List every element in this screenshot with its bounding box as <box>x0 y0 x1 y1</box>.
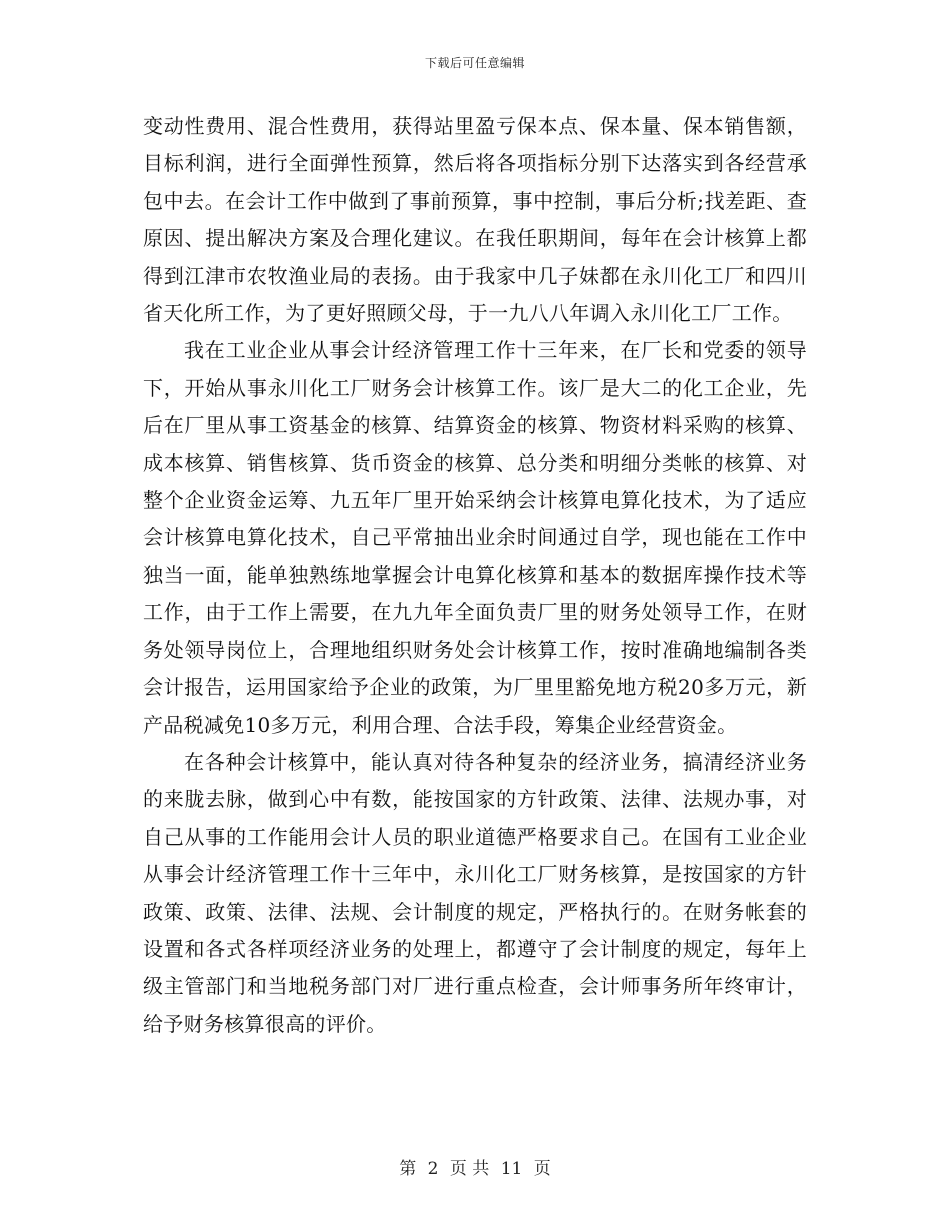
footer-middle: 页 共 <box>449 1159 490 1179</box>
page-footer <box>0 1154 950 1179</box>
document-body <box>143 108 807 1043</box>
footer-prefix: 第 <box>399 1159 417 1179</box>
paragraph-2: 我在工业企业从事会计经济管理工作十三年来，在厂长和党委的领导下，开始从事永川化工厂财务会计核算工作。该厂是大二的化工企业，先后在厂里从事工资基金的核算、结算资金的核算、物资材料采购的核算、成本核算、销售核算、货币资金的核算、总分类和明细分类帐的核算、对整个企业资金运筹、九五年厂里开始采纳会计核算电算化技术，为了适应会计核算电算化技术，自己平常抽出业余时间通过自学，现也能在工作中独当一面，能单独熟练地掌握会计电算化核算和基本的数据库操作技术等工作，由于工作上需要，在九九年全面负责厂里的财务处领导工作，在财务处领导岗位上，合理地组织财务处会计核算工作，按时准确地编制各类会计报告，运用国家给予企业的政策，为厂里里豁免地方税20多万元，新产品税减免10多万元，利用合理、合法手段，筹集企业经营资金。 <box>143 338 807 737</box>
footer-suffix: 页 <box>533 1159 551 1179</box>
footer-page-number: 2 <box>427 1159 439 1179</box>
footer-total-pages: 11 <box>500 1159 523 1179</box>
paragraph-1: 变动性费用、混合性费用，获得站里盈亏保本点、保本量、保本销售额，目标利润，进行全面弹性预算，然后将各项指标分别下达落实到各经营承包中去。在会计工作中做到了事前预算，事中控制，事后分析;找差距、查原因、提出解决方案及合理化建议。在我任职期间，每年在会计核算上都得到江津市农牧渔业局的表扬。由于我家中几子妹都在永川化工厂和四川省天化所工作，为了更好照顾父母，于一九八八年调入永川化工厂工作。 <box>143 114 807 326</box>
page-header: 下载后可任意编辑 <box>424 56 525 70</box>
paragraph-3: 在各种会计核算中，能认真对待各种复杂的经济业务，搞清经济业务的来胧去脉，做到心中有数，能按国家的方针政策、法律、法规办事，对自己从事的工作能用会计人员的职业道德严格要求自己。在国有工业企业从事会计经济管理工作十三年中，永川化工厂财务核算，是按国家的方针政策、政策、法律、法规、会计制度的规定，严格执行的。在财务帐套的设置和各式各样项经济业务的处理上，都遵守了会计制度的规定，每年上级主管部门和当地税务部门对厂进行重点检查，会计师事务所年终审计，给予财务核算很高的评价。 <box>143 749 807 1036</box>
